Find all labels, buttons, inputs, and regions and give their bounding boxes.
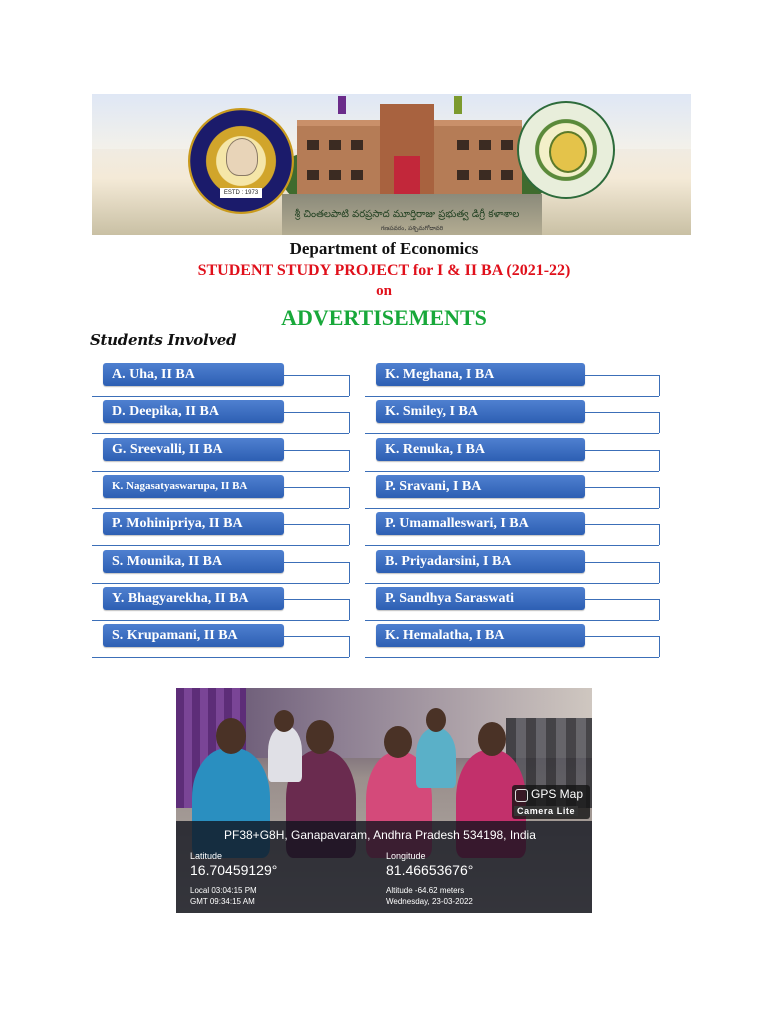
student-name-label: P. Sandhya Saraswati — [376, 587, 585, 610]
student-name-label: G. Sreevalli, II BA — [103, 438, 284, 461]
list-box-frame — [92, 471, 349, 472]
list-box-frame — [581, 412, 659, 413]
list-box-frame — [280, 487, 349, 488]
student-name-label: S. Mounika, II BA — [103, 550, 284, 573]
list-box-frame — [349, 487, 350, 508]
student-name-label: P. Umamalleswari, I BA — [376, 512, 585, 535]
list-box-frame — [280, 562, 349, 563]
list-box-frame — [659, 412, 660, 433]
latitude-value: 16.70459129° — [190, 862, 278, 878]
student-head — [274, 710, 294, 732]
department-title: Department of Economics — [289, 239, 479, 258]
list-box-frame — [581, 450, 659, 451]
student-name-label: K. Hemalatha, I BA — [376, 624, 585, 647]
list-box-frame — [659, 599, 660, 620]
student-name-label: K. Meghana, I BA — [376, 363, 585, 386]
list-box-frame — [659, 562, 660, 583]
student-figure — [416, 728, 456, 788]
emblem-center — [549, 131, 587, 173]
student-name-label: S. Krupamani, II BA — [103, 624, 284, 647]
student-name-label: K. Smiley, I BA — [376, 400, 585, 423]
list-box-frame — [280, 599, 349, 600]
list-box-frame — [659, 375, 660, 396]
student-name-label: D. Deepika, II BA — [103, 400, 284, 423]
college-name-telugu: శ్రీ చింతలపాటి వరప్రసాద మూర్తిరాజు ప్రభుత్వ డిగ్రీ కళాశాల — [294, 209, 520, 220]
list-box-frame — [365, 620, 659, 621]
list-box-frame — [349, 562, 350, 583]
list-box-frame — [365, 471, 659, 472]
student-name-label: P. Sravani, I BA — [376, 475, 585, 498]
list-box-frame — [92, 620, 349, 621]
project-title: STUDENT STUDY PROJECT for I & II BA (2021-22) — [197, 262, 571, 279]
longitude-value: 81.46653676° — [386, 862, 474, 878]
student-name-label: Y. Bhagyarekha, II BA — [103, 587, 284, 610]
college-entrance — [394, 156, 420, 196]
list-box-frame — [365, 508, 659, 509]
list-box-frame — [581, 562, 659, 563]
student-name-label: K. Renuka, I BA — [376, 438, 585, 461]
list-box-frame — [92, 433, 349, 434]
list-box-frame — [581, 375, 659, 376]
list-box-frame — [280, 375, 349, 376]
student-figure — [268, 726, 302, 782]
list-box-frame — [92, 657, 349, 658]
gps-app-subtitle: Camera Lite — [514, 806, 578, 816]
list-box-frame — [92, 583, 349, 584]
local-time: Local 03:04:15 PM — [190, 886, 257, 895]
list-box-frame — [365, 433, 659, 434]
list-box-frame — [349, 636, 350, 657]
list-box-frame — [92, 508, 349, 509]
list-box-frame — [581, 636, 659, 637]
group-photo — [176, 688, 592, 913]
logo-estd: ESTD : 1973 — [220, 188, 262, 198]
altitude: Altitude -64.62 meters — [386, 886, 465, 895]
camera-icon — [515, 789, 528, 802]
list-box-frame — [659, 636, 660, 657]
college-banner — [92, 94, 691, 235]
list-box-frame — [581, 487, 659, 488]
gps-app-title: GPS Map — [531, 787, 584, 801]
list-box-frame — [349, 412, 350, 433]
list-box-frame — [365, 657, 659, 658]
student-name-label: B. Priyadarsini, I BA — [376, 550, 585, 573]
list-box-frame — [365, 583, 659, 584]
list-box-frame — [581, 599, 659, 600]
list-box-frame — [280, 636, 349, 637]
list-box-frame — [349, 450, 350, 471]
flag-icon — [454, 96, 462, 114]
on-text: on — [376, 283, 392, 299]
list-box-frame — [365, 396, 659, 397]
project-topic: ADVERTISEMENTS — [281, 305, 487, 330]
list-box-frame — [349, 599, 350, 620]
list-box-frame — [365, 545, 659, 546]
gps-address: PF38+G8H, Ganapavaram, Andhra Pradesh 534198, India — [224, 828, 536, 842]
student-head — [216, 718, 246, 754]
list-box-frame — [659, 524, 660, 545]
list-box-frame — [349, 375, 350, 396]
list-box-frame — [92, 545, 349, 546]
student-head — [426, 708, 446, 732]
founder-portrait — [226, 138, 258, 176]
student-head — [478, 722, 506, 756]
latitude-label: Latitude — [190, 851, 223, 861]
list-box-frame — [349, 524, 350, 545]
list-box-frame — [280, 412, 349, 413]
students-involved-heading: Students Involved — [90, 331, 237, 349]
flag-icon — [338, 96, 346, 114]
student-head — [306, 720, 334, 754]
gmt-time: GMT 09:34:15 AM — [190, 897, 255, 906]
list-box-frame — [280, 524, 349, 525]
list-box-frame — [659, 450, 660, 471]
longitude-label: Longitude — [386, 851, 426, 861]
andhra-pradesh-emblem — [517, 101, 615, 199]
student-name-label: A. Uha, II BA — [103, 363, 284, 386]
list-box-frame — [659, 487, 660, 508]
photo-date: Wednesday, 23-03-2022 — [386, 897, 473, 906]
college-location-telugu: గణపవరం, పశ్చిమగోదావరి — [380, 225, 444, 232]
student-name-label: P. Mohinipriya, II BA — [103, 512, 284, 535]
student-name-label: K. Nagasatyaswarupa, II BA — [103, 475, 284, 498]
list-box-frame — [581, 524, 659, 525]
student-head — [384, 726, 412, 758]
college-logo — [188, 108, 294, 214]
list-box-frame — [92, 396, 349, 397]
list-box-frame — [280, 450, 349, 451]
